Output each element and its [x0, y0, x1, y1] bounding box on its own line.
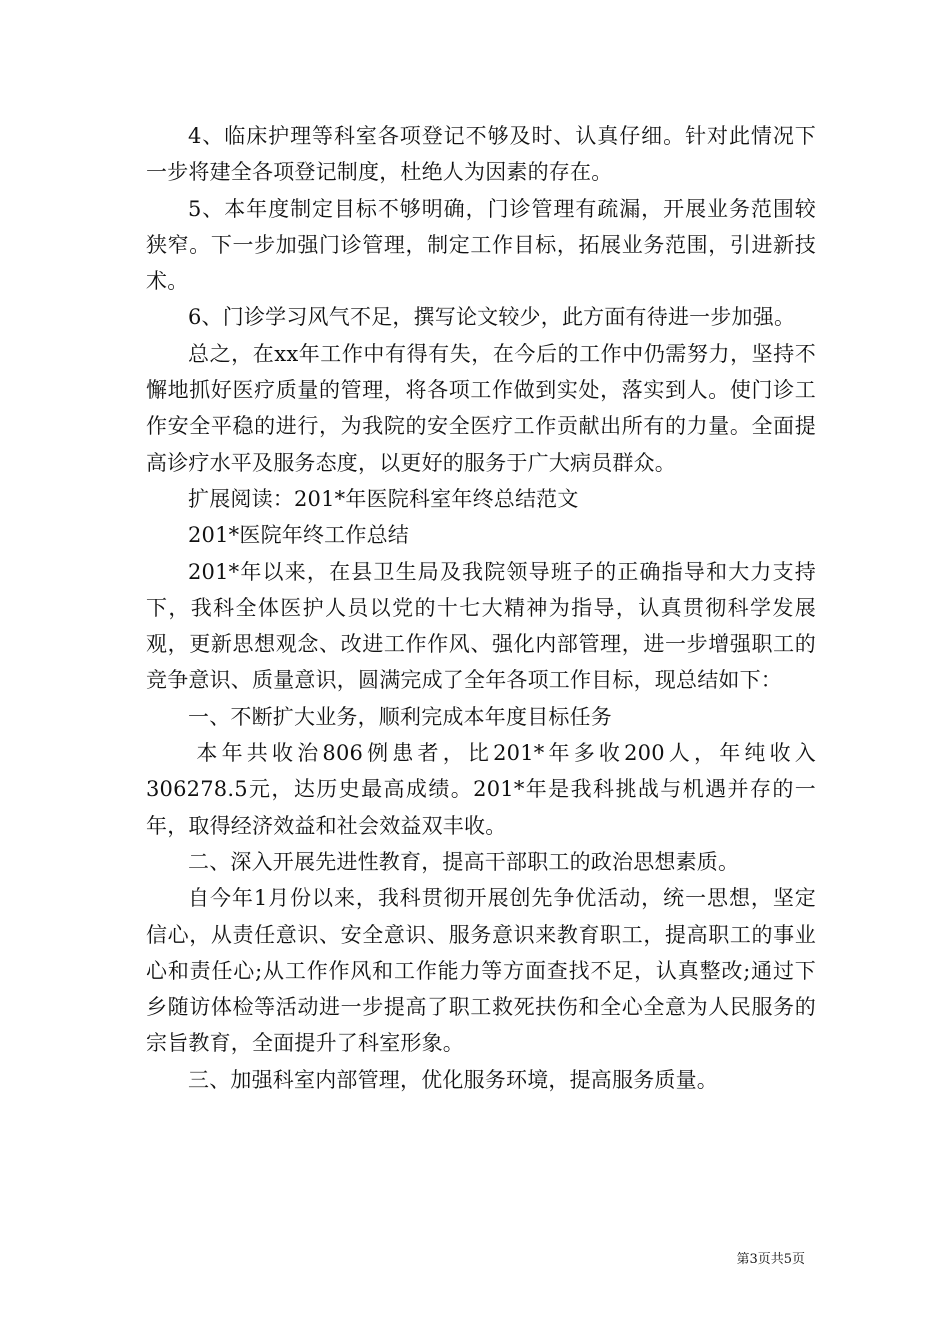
report-intro: 201*年以来，在县卫生局及我院领导班子的正确指导和大力支持下，我科全体医护人员以党的十七大精神为指导，认真贯彻科学发展观，更新思想观念、改进工作作风、强化内部管理，进一步增强职工的竞争意识、质量意识，圆满完成了全年各项工作目标，现总结如下： [146, 559, 816, 693]
paragraph-item-5: 5、本年度制定目标不够明确，门诊管理有疏漏，开展业务范围较狭窄。下一步加强门诊管理，制定工作目标，拓展业务范围，引进新技术。 [146, 196, 816, 294]
paragraph-item-4: 4、临床护理等科室各项登记不够及时、认真仔细。针对此情况下一步将建全各项登记制度，杜绝人为因素的存在。 [146, 124, 816, 185]
paragraph-summary: 总之，在xx年工作中有得有失，在今后的工作中仍需努力，坚持不懈地抓好医疗质量的管理，将各项工作做到实处，落实到人。使门诊工作安全平稳的进行，为我院的安全医疗工作贡献出所有的力量。全面提高诊疗水平及服务态度，以更好的服务于广大病员群众。 [146, 341, 816, 475]
section-2-body: 自今年1月份以来，我科贯彻开展创先争优活动，统一思想，坚定信心，从责任意识、安全意识、服务意识来教育职工，提高职工的事业心和责任心;从工作作风和工作能力等方面查找不足，认真整改;通过下乡随访体检等活动进一步提高了职工救死扶伤和全心全意为人民服务的宗旨教育，全面提升了科室形象。 [146, 886, 816, 1056]
paragraph-item-6: 6、门诊学习风气不足，撰写论文较少，此方面有待进一步加强。 [188, 305, 796, 330]
page-number: 第3页共5页 [736, 1252, 805, 1267]
report-title: 201*医院年终工作总结 [188, 523, 409, 548]
section-heading-1: 一、不断扩大业务，顺利完成本年度目标任务 [188, 704, 612, 729]
section-1-body: 本年共收治806例患者，比201*年多收200人，年纯收入306278.5元，达历史最高成绩。201*年是我科挑战与机遇并存的一年，取得经济效益和社会效益双丰收。 [146, 741, 816, 838]
section-heading-2: 二、深入开展先进性教育，提高干部职工的政治思想素质。 [188, 849, 740, 874]
extended-reading-line: 扩展阅读：201*年医院科室年终总结范文 [188, 486, 579, 511]
document-body [146, 118, 816, 1098]
section-heading-3: 三、加强科室内部管理，优化服务环境，提高服务质量。 [188, 1067, 718, 1092]
